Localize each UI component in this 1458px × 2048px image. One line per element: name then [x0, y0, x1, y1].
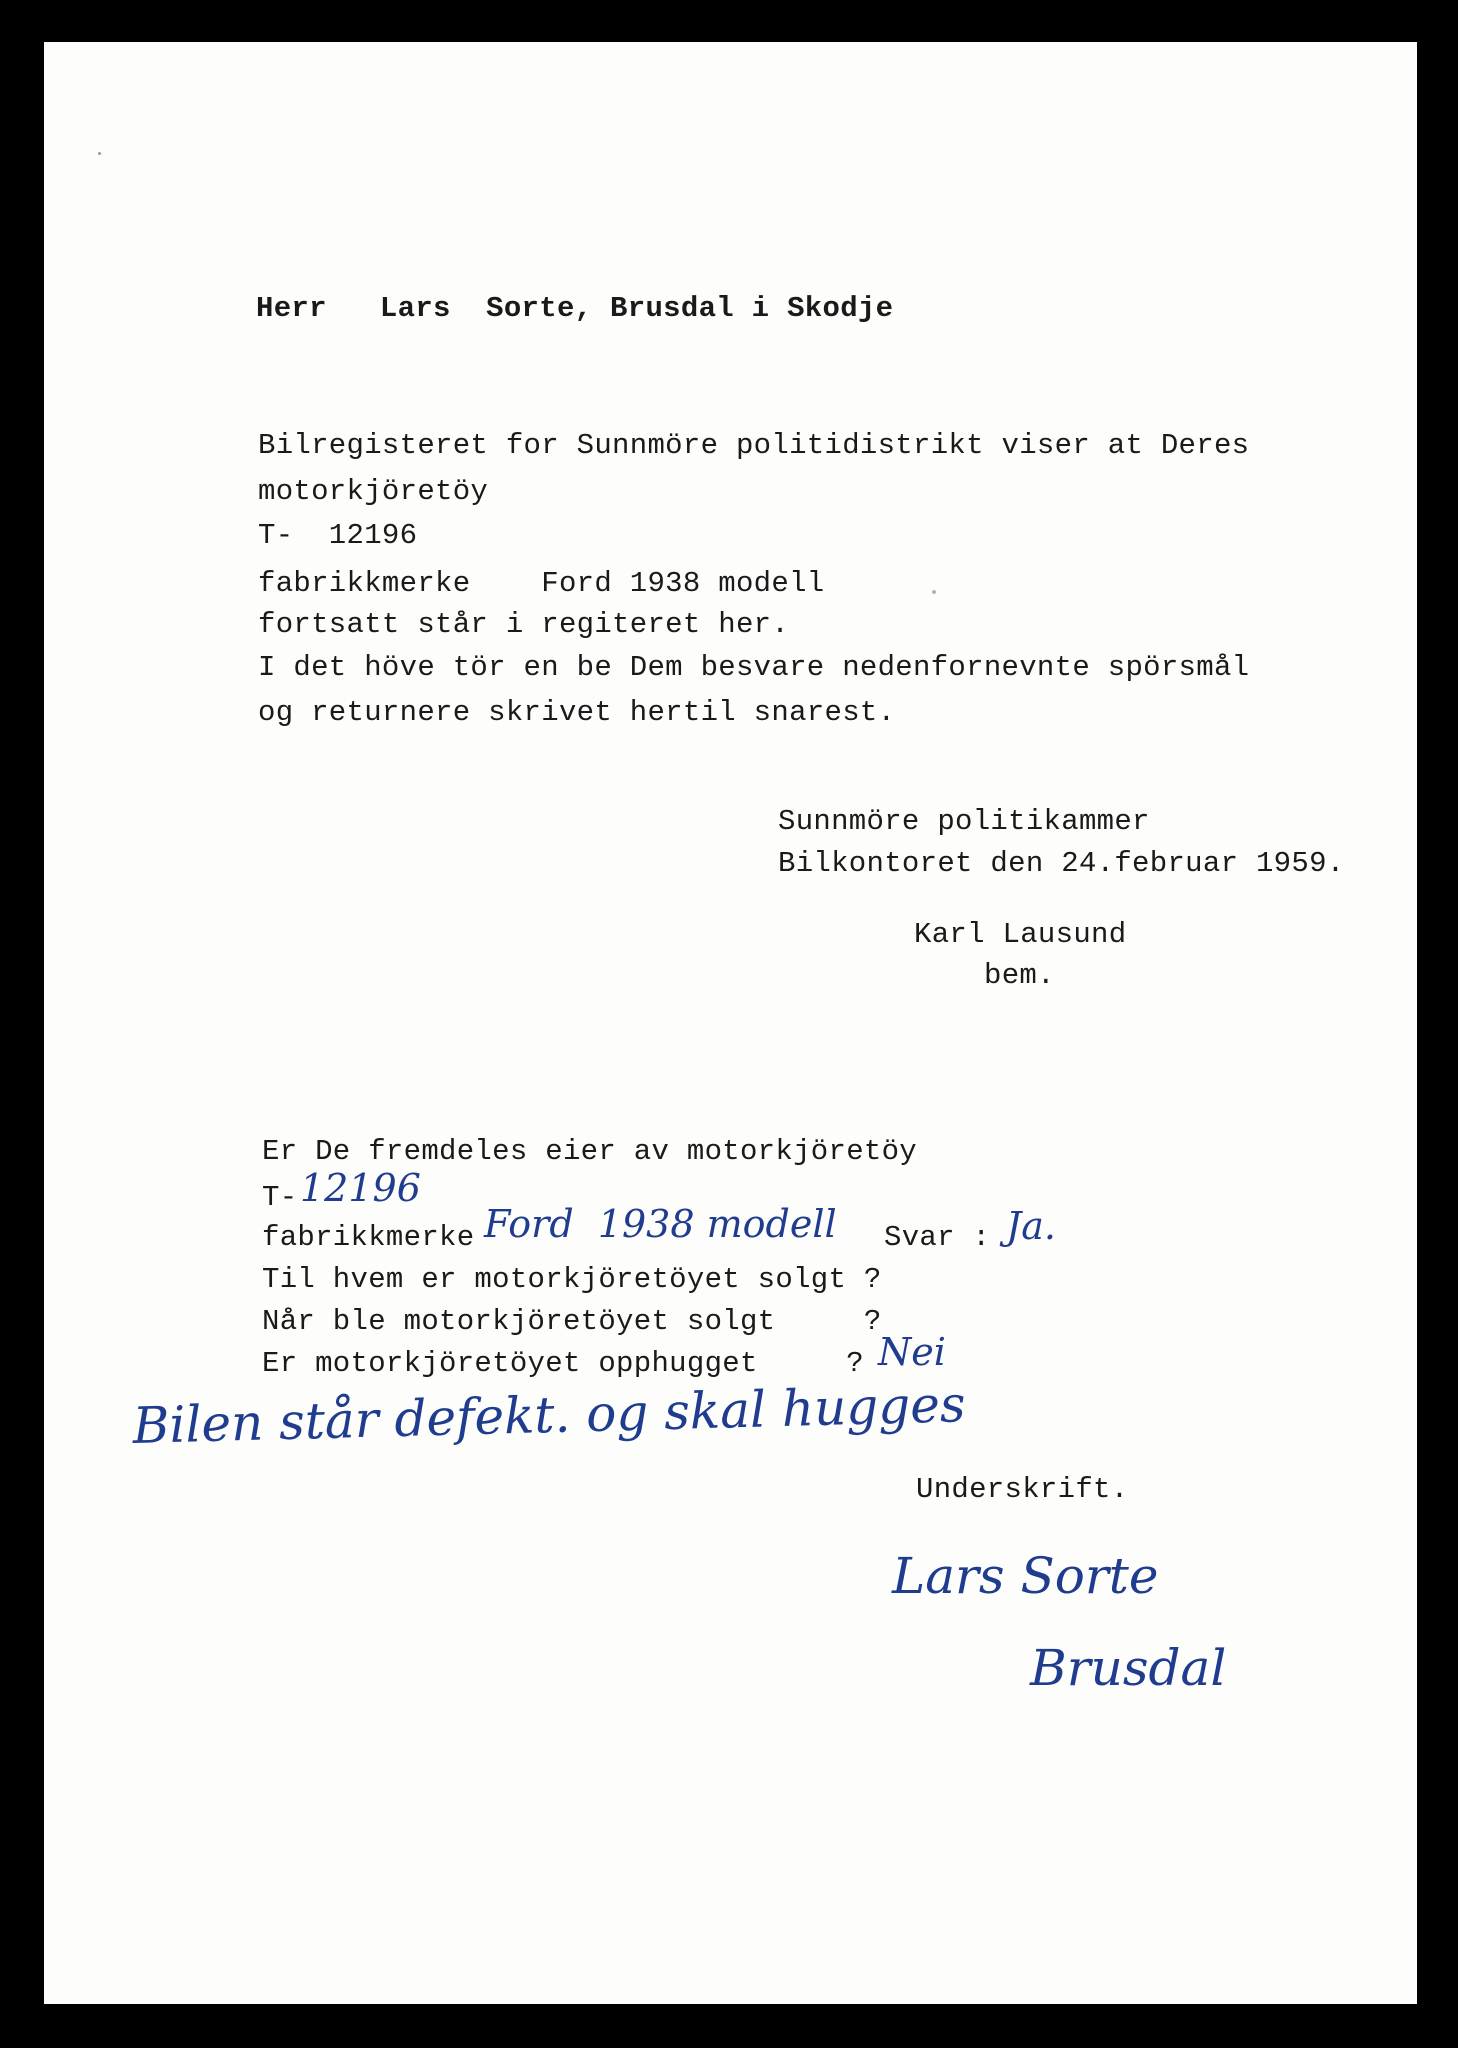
form-make-label: fabrikkmerke: [262, 1221, 475, 1254]
body-line-5: fortsatt står i regiteret her.: [258, 608, 790, 641]
body-line-2: motorkjöretöy: [258, 475, 489, 508]
form-answer-label: Svar :: [884, 1221, 991, 1254]
form-question-owner: Er De fremdeles eier av motorkjöretöy: [262, 1135, 918, 1168]
date-line: Bilkontoret den 24.februar 1959.: [778, 847, 1345, 880]
handwritten-note: Bilen står defekt. og skal hugges: [131, 1375, 967, 1455]
handwritten-make: Ford 1938 modell: [484, 1202, 837, 1246]
plate-number: T- 12196: [258, 519, 418, 552]
signer-role: bem.: [984, 959, 1055, 992]
handwritten-plate: 12196: [300, 1166, 421, 1210]
handwritten-answer: Ja.: [1006, 1204, 1056, 1248]
body-line-6: I det höve tör en be Dem besvare nedenfornevnte spörsmål: [258, 651, 1250, 684]
form-question-sold-to: Til hvem er motorkjöretöyet solgt ?: [262, 1263, 882, 1296]
paper-speck: [98, 152, 101, 155]
paper-speck: [932, 590, 936, 594]
form-question-scrapped: Er motorkjöretöyet opphugget ?: [262, 1347, 864, 1380]
body-line-7: og returnere skrivet hertil snarest.: [258, 696, 896, 729]
make-line: fabrikkmerke Ford 1938 modell: [258, 567, 825, 600]
form-plate-prefix: T-: [262, 1181, 298, 1214]
form-question-sold-when: Når ble motorkjöretöyet solgt ?: [262, 1305, 882, 1338]
office-name: Sunnmöre politikammer: [778, 805, 1150, 838]
signature-label: Underskrift.: [916, 1473, 1129, 1506]
letter-page: [44, 42, 1417, 2004]
handwritten-scrapped-answer: Nei: [878, 1330, 946, 1374]
handwritten-signature-place: Brusdal: [1030, 1639, 1227, 1697]
signer-name: Karl Lausund: [914, 918, 1127, 951]
body-line-1: Bilregisteret for Sunnmöre politidistrikt viser at Deres: [258, 429, 1250, 462]
handwritten-signature-name: Lars Sorte: [892, 1547, 1159, 1605]
addressee: Herr Lars Sorte, Brusdal i Skodje: [256, 292, 894, 325]
